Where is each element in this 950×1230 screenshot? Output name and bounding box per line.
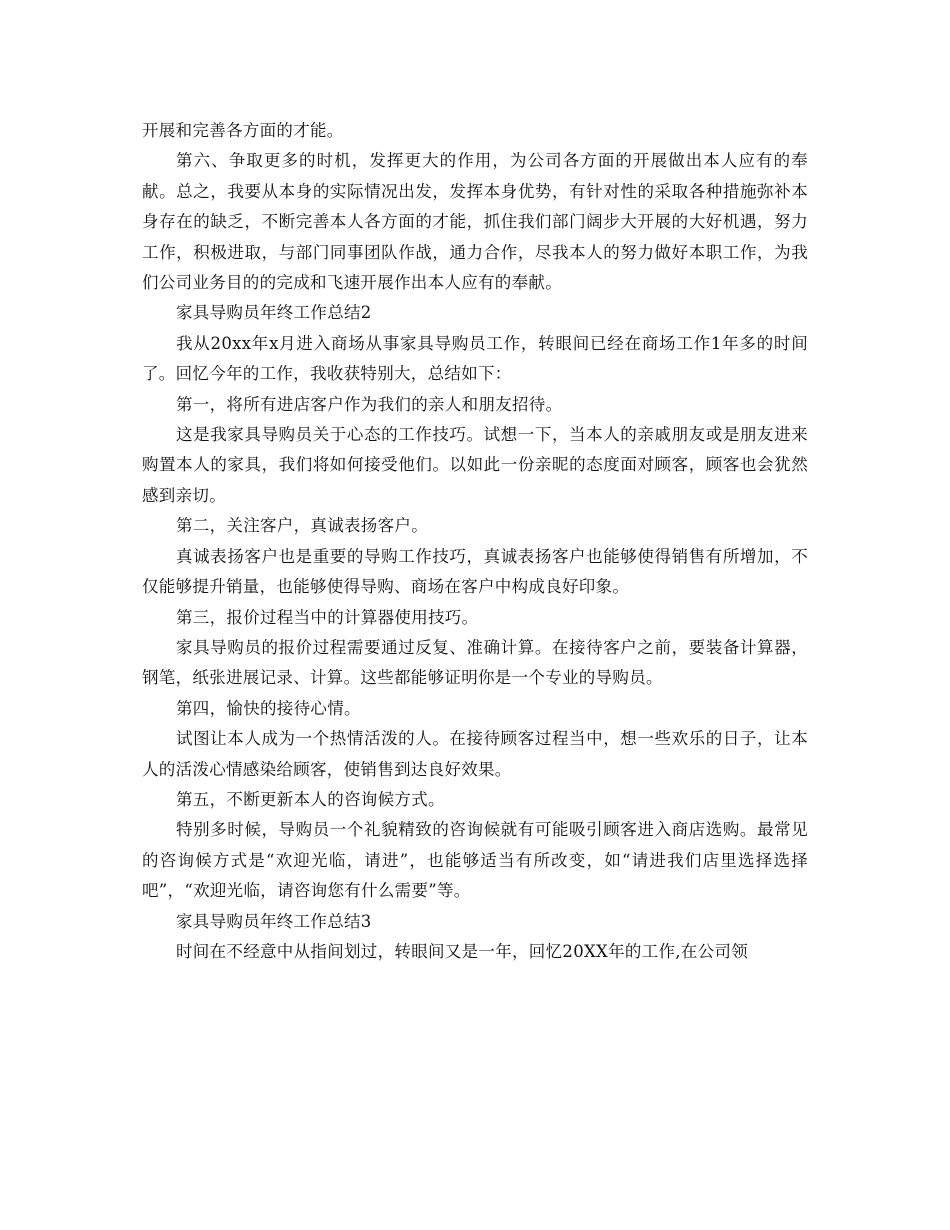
paragraph: 第二，关注客户，真诚表扬客户。: [176, 516, 428, 536]
paragraph: 第一，将所有进店客户作为我们的亲人和朋友招待。: [176, 394, 563, 414]
paragraph: 第五，不断更新本人的咨询候方式。: [176, 789, 445, 809]
paragraph: 特别多时候，导购员一个礼貌精致的咨询候就有可能吸引顾客进入商店选购。最常见的咨询候方式是“欢迎光临，请进”，也能够适当有所改变，如“请进我们店里选择选择吧”，“欢迎光临，请咨询您有什么需要”等。: [142, 820, 808, 901]
paragraph: 第四，愉快的接待心情。: [176, 698, 361, 718]
paragraph: 时间在不经意中从指间划过，转眼间又是一年，回忆20XX年的工作,在公司领: [176, 941, 749, 961]
paragraph: 这是我家具导购员关于心态的工作技巧。试想一下，当本人的亲戚朋友或是朋友进来购置本人的家具，我们将如何接受他们。以如此一份亲昵的态度面对顾客，顾客也会犹然感到亲切。: [142, 425, 808, 505]
document-body: [142, 116, 808, 967]
paragraph: 第六、争取更多的时机，发挥更大的作用，为公司各方面的开展做出本人应有的奉献。总之，我要从本身的实际情况出发，发挥本身优势，有针对性的采取各种措施弥补本身存在的缺乏，不断完善本人各方面的才能，抓住我们部门阔步大开展的大好机遇，努力工作，积极进取，与部门同事团队作战，通力合作，尽我本人的努力做好本职工作，为我们公司业务目的的完成和飞速开展作出本人应有的奉献。: [142, 151, 808, 293]
paragraph: 真诚表扬客户也是重要的导购工作技巧，真诚表扬客户也能够使得销售有所增加，不仅能够提升销量，也能够使得导购、商场在客户中构成良好印象。: [142, 546, 808, 597]
paragraph: 试图让本人成为一个热情活泼的人。在接待顾客过程当中，想一些欢乐的日子，让本人的活泼心情感染给顾客，使销售到达良好效果。: [142, 729, 808, 779]
paragraph: 开展和完善各方面的才能。: [142, 121, 344, 140]
section-heading: 家具导购员年终工作总结3: [176, 911, 372, 931]
section-heading: 家具导购员年终工作总结2: [176, 303, 372, 323]
paragraph: 家具导购员的报价过程需要通过反复、准确计算。在接待客户之前，要装备计算器，钢笔，纸张进展记录、计算。这些都能够证明你是一个专业的导购员。: [142, 637, 808, 688]
paragraph: 我从20xx年x月进入商场从事家具导购员工作，转眼间已经在商场工作1年多的时间了。回忆今年的工作，我收获特别大，总结如下：: [142, 333, 808, 384]
paragraph: 第三，报价过程当中的计算器使用技巧。: [176, 607, 479, 627]
